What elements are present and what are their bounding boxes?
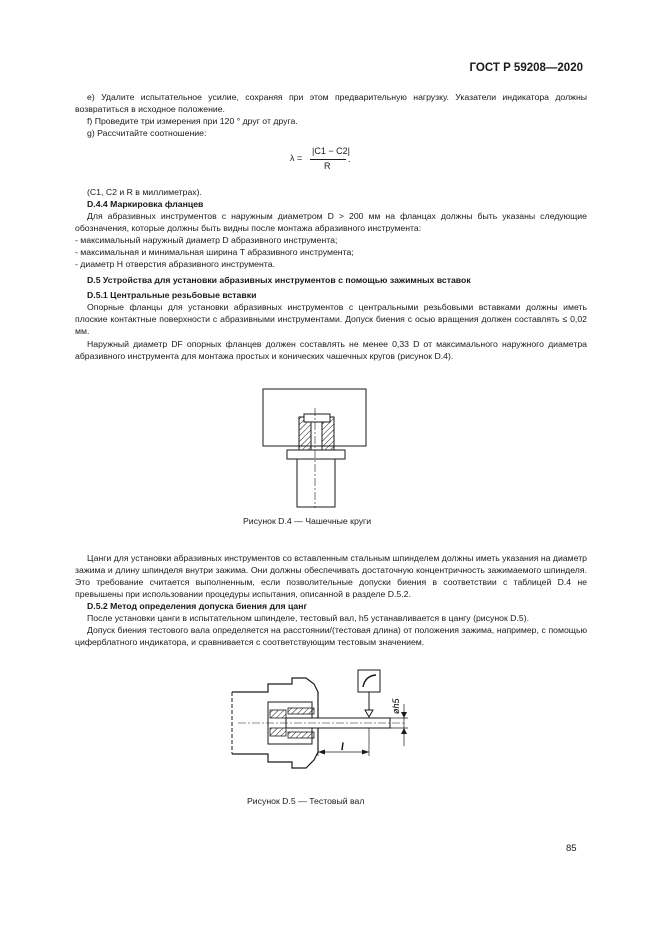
heading-d5: D.5 Устройства для установки абразивных инструментов с помощью зажимных вставок (87, 275, 471, 285)
heading-d44: D.4.4 Маркировка фланцев (87, 199, 204, 209)
paragraph-d52-a: После установки цанги в испытательном шпинделе, тестовый вал, h5 устанавливается в цангу (рисунок D.5). (87, 613, 529, 623)
page-number: 85 (566, 843, 577, 854)
figure-d5-caption: Рисунок D.5 — Тестовый вал (247, 796, 365, 806)
bullet-item: - максимальная и минимальная ширина T абразивного инструмента; (75, 247, 354, 257)
bullet-item: - диаметр H отверстия абразивного инструмента. (75, 259, 275, 269)
formula-denominator: R (324, 161, 331, 171)
fraction-bar (310, 159, 346, 160)
paragraph-d51-b: Наружный диаметр DF опорных фланцев должен составлять не менее 0,33 D от максимального наружного диаметра абразивного инструмента для монтажа простых и конических чашечных кругов (рисунок D.4). (75, 339, 587, 362)
paragraph-d52-b: Допуск биения тестового вала определяется на расстоянии/(тестовая длина) от положения зажима, например, с помощью циферблатного индикатора, и сравнивается с соответствующим тестовым значением. (75, 625, 587, 648)
paragraph-step-e: e) Удалите испытательное усилие, сохраняя при этом предварительную нагрузку. Указатели индикатора должны возвратиться в исходное положение. (75, 92, 587, 115)
bullet-item: - максимальный наружный диаметр D абразивного инструмента; (75, 235, 338, 245)
paragraph-collets: Цанги для установки абразивных инструментов со вставленным стальным шпинделем должны иметь указания на диаметр зажима и длину шпинделя внутри зажима. Они должны обеспечивать достаточную концентричность зажимаемого шпинделя. Это требование считается выполненным, если позволительные допуски биения в соответствии с таблицей D.4 не превышены при использовании процедуры испытания, описанной в разделе D.5.2. (75, 553, 587, 600)
paragraph-d44: Для абразивных инструментов с наружным диаметром D > 200 мм на фланцах должны быть указаны следующие обозначения, которые должны быть видны после монтажа абразивного инструмента: (75, 211, 587, 234)
units-note: (C1, C2 и R в миллиметрах). (87, 187, 202, 197)
formula-tail: . (348, 154, 351, 164)
paragraph-d51-a: Опорные фланцы для установки абразивных инструментов с центральными резьбовыми вставками должны иметь плоские контактные поверхности с абразивными инструментами. Допуск биения с осью вращения должен составлять ≤ 0,02 мм. (75, 302, 587, 337)
paragraph-step-g: g) Рассчитайте соотношение: (87, 128, 207, 138)
heading-d52: D.5.2 Метод определения допуска биения для цанг (87, 601, 308, 611)
shaft-diameter-label: øh5 (391, 698, 401, 714)
formula-numerator: |C1 − C2| (312, 146, 350, 156)
figure-d5-test-shaft-drawing (228, 664, 414, 786)
test-length-label: l (341, 742, 344, 753)
heading-d51: D.5.1 Центральные резьбовые вставки (87, 290, 257, 300)
document-number: ГОСТ Р 59208—2020 (469, 62, 583, 74)
ratio-formula (290, 146, 370, 178)
figure-d4-caption: Рисунок D.4 — Чашечные круги (243, 516, 372, 526)
paragraph-step-f: f) Проведите три измерения при 120 ° друг от друга. (87, 116, 298, 126)
figure-d4-cup-wheel-drawing (262, 388, 368, 510)
formula-lhs: λ = (290, 153, 303, 163)
